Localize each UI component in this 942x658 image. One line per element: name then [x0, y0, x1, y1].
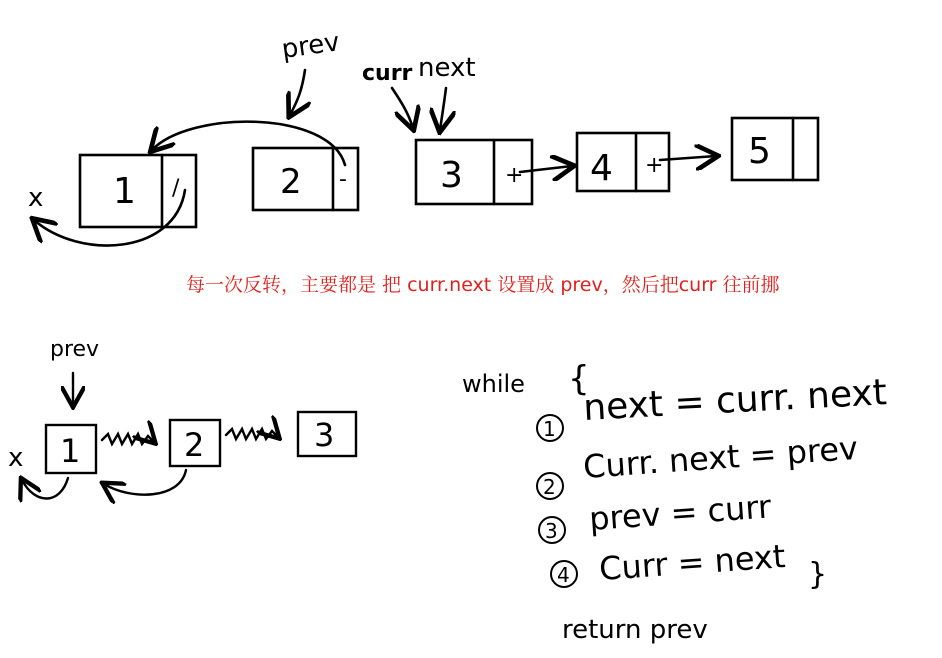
top-node-5-value: 5: [748, 131, 771, 172]
step-1-code: next = curr. next: [582, 372, 888, 429]
curr-pointer-arrow: [392, 88, 413, 128]
return-statement: return prev: [562, 615, 708, 645]
step-2-code: Curr. next = prev: [581, 428, 860, 486]
step-4-number: 4: [557, 563, 570, 587]
arrow-3-to-4: [520, 166, 572, 172]
curved-arrow-2-to-1: [152, 122, 345, 165]
bottom-crossed-link-1: [102, 434, 154, 444]
bottom-null-mark: x: [8, 443, 24, 473]
algorithm-block: [462, 359, 888, 645]
top-prev-label: prev: [279, 27, 342, 65]
top-node-4-next-mark: +: [645, 153, 664, 178]
top-next-label: next: [418, 53, 476, 83]
top-curr-label: curr: [362, 61, 413, 86]
step-4-code: Curr = next: [597, 537, 787, 588]
bottom-curved-arrow-2-to-1: [104, 470, 186, 495]
top-node-2-next-mark: -: [339, 167, 347, 192]
step-2-number: 2: [543, 475, 556, 499]
explanation-note: 每一次反转，主要都是 把 curr.next 设置成 prev，然后把curr 往前挪: [186, 274, 780, 296]
top-node-1-next-mark: /: [172, 176, 180, 201]
while-keyword: while: [462, 370, 525, 398]
bottom-prev-label: prev: [50, 337, 100, 362]
top-node-2-value: 2: [280, 162, 302, 202]
top-node-1-value: 1: [113, 171, 136, 212]
bottom-node-2-value: 2: [184, 426, 205, 464]
top-node-4-value: 4: [590, 148, 613, 189]
while-open-brace: {: [568, 359, 590, 399]
bottom-node-3-value: 3: [314, 416, 335, 454]
prev-pointer-arrow: [290, 70, 305, 115]
step-3-number: 3: [545, 519, 558, 543]
top-linked-list: [34, 70, 818, 245]
bottom-crossed-link-2: [226, 429, 278, 439]
bottom-node-1-value: 1: [60, 432, 81, 470]
next-pointer-arrow: [440, 88, 446, 130]
top-node-5: [732, 118, 818, 180]
top-node-3-next-mark: +: [505, 163, 524, 188]
top-node-3-value: 3: [440, 155, 463, 196]
while-close-brace: }: [808, 557, 828, 592]
step-1-number: 1: [543, 417, 556, 441]
bottom-curved-arrow-1-to-null: [22, 478, 68, 499]
top-null-mark: x: [28, 183, 44, 213]
step-3-code: prev = curr: [587, 487, 773, 538]
